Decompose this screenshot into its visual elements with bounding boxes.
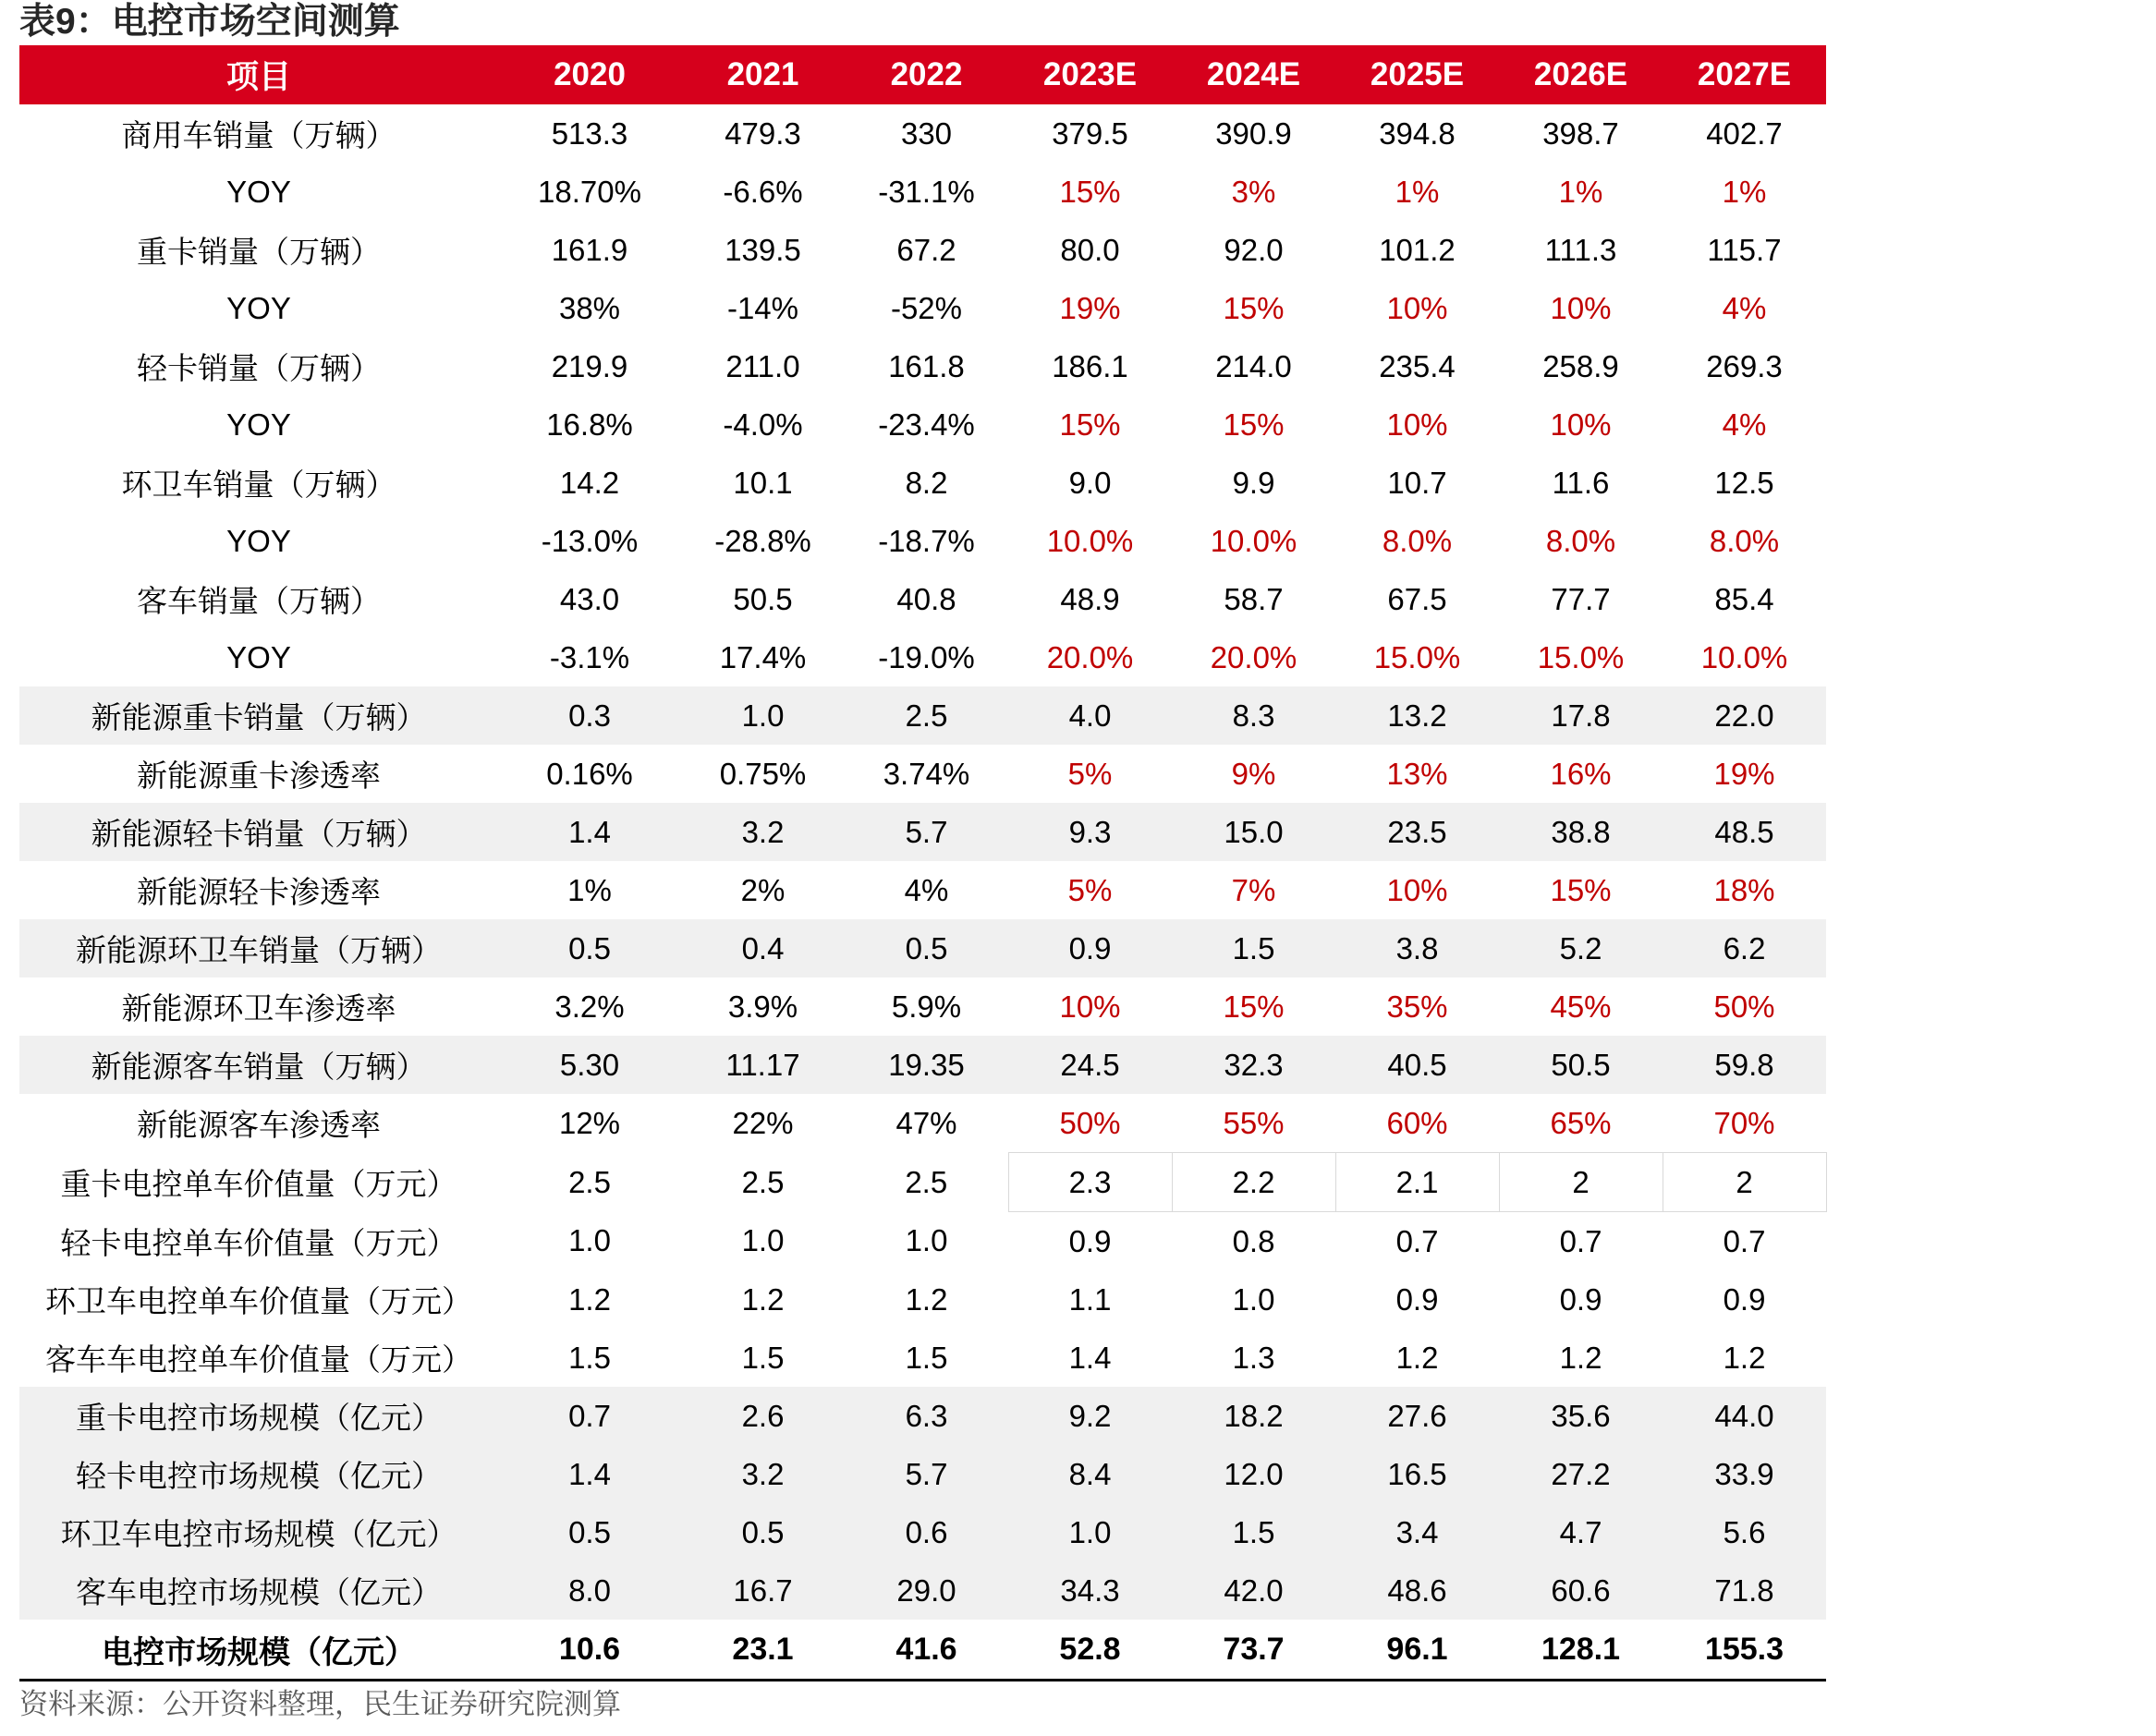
table-cell: 47% [895, 1105, 957, 1140]
table-cell: 48.6 [1335, 1561, 1499, 1620]
table-row [19, 1503, 1826, 1561]
table-row [19, 919, 1826, 977]
table-cell: 24.5 [1008, 1036, 1172, 1094]
table-cell: 330 [900, 115, 953, 151]
table-cell: 3.4 [1335, 1503, 1499, 1561]
table-cell: 15% [1223, 290, 1285, 325]
table-cell: -19.0% [878, 639, 975, 674]
table-cell: 10% [1386, 407, 1448, 442]
table-cell: 38.8 [1499, 803, 1663, 861]
row-label: 轻卡电控市场规模（亿元） [19, 1445, 498, 1503]
table-cell: 115.7 [1707, 232, 1782, 267]
table-cell: 50% [1713, 989, 1775, 1024]
table-cell: 0.9 [1559, 1281, 1602, 1317]
table-cell: 1.2 [1559, 1340, 1602, 1375]
table-cell: 1.4 [498, 1445, 681, 1503]
table-cell: 13.2 [1335, 686, 1499, 745]
table-cell: 2% [740, 872, 786, 907]
table-cell: 32.3 [1172, 1036, 1335, 1094]
column-header-2023e: 2023E [1008, 45, 1172, 104]
table-cell: 0.8 [1232, 1223, 1275, 1258]
table-cell: 22% [732, 1105, 794, 1140]
table-cell: 19% [1713, 756, 1775, 791]
table-cell: 1.5 [741, 1340, 785, 1375]
market-size-table [19, 45, 1827, 1681]
table-cell: 80.0 [1060, 232, 1120, 267]
table-cell: 0.9 [1068, 1223, 1112, 1258]
table-cell: 4.0 [1008, 686, 1172, 745]
row-label: 商用车销量（万辆） [121, 118, 396, 152]
row-label: 重卡电控市场规模（亿元） [19, 1387, 498, 1445]
row-label: 新能源重卡销量（万辆） [19, 686, 498, 745]
table-cell: 9.2 [1008, 1387, 1172, 1445]
row-label: YOY [226, 639, 291, 674]
table-cell: 2.1 [1335, 1153, 1499, 1212]
row-label: YOY [226, 523, 291, 558]
table-cell: 7% [1231, 872, 1276, 907]
row-label: 新能源环卫车渗透率 [121, 991, 396, 1026]
table-cell: 269.3 [1706, 348, 1783, 383]
table-cell: 58.7 [1224, 581, 1284, 616]
table-cell: 1.5 [905, 1340, 948, 1375]
table-cell: 15% [1059, 174, 1121, 209]
table-cell: 12.0 [1172, 1445, 1335, 1503]
table-cell: 11.6 [1552, 465, 1610, 500]
table-cell: 15.0% [1537, 639, 1625, 674]
table-cell: 0.4 [681, 919, 845, 977]
table-cell: 65% [1550, 1105, 1612, 1140]
total-label: 电控市场规模（亿元） [19, 1620, 498, 1681]
table-cell: 394.8 [1379, 115, 1456, 151]
table-cell: 0.5 [498, 919, 681, 977]
table-cell: 5.7 [845, 1445, 1008, 1503]
table-cell: 3.2% [554, 989, 625, 1024]
table-cell: 211.0 [725, 348, 800, 383]
table-cell: 0.9 [1723, 1281, 1766, 1317]
table-cell: 1% [1395, 174, 1440, 209]
table-cell: 1.3 [1232, 1340, 1275, 1375]
column-header-2027e: 2027E [1663, 45, 1826, 104]
table-cell: 0.16% [546, 756, 633, 791]
table-row [19, 337, 1826, 395]
table-cell: 60% [1386, 1105, 1448, 1140]
table-cell: 1.5 [568, 1340, 611, 1375]
table-cell: 85.4 [1714, 581, 1774, 616]
table-cell: 4% [1722, 407, 1767, 442]
table-cell: 3.2 [681, 1445, 845, 1503]
row-label: 重卡销量（万辆） [137, 235, 381, 269]
table-cell: 55% [1223, 1105, 1285, 1140]
table-cell: 0.7 [1559, 1223, 1602, 1258]
column-header-2025e: 2025E [1335, 45, 1499, 104]
table-cell: -23.4% [878, 407, 975, 442]
table-cell: 1% [1558, 174, 1603, 209]
table-cell: 9% [1231, 756, 1276, 791]
table-cell: 10% [1059, 989, 1121, 1024]
table-row [19, 1270, 1826, 1329]
table-cell: 12% [558, 1105, 621, 1140]
table-cell: 8.0 [498, 1561, 681, 1620]
table-cell: 45% [1550, 989, 1612, 1024]
table-cell: 16.8% [546, 407, 633, 442]
table-row [19, 1387, 1826, 1445]
table-cell: 10.0% [1700, 639, 1788, 674]
table-cell: 186.1 [1052, 348, 1128, 383]
table-cell: 15.0% [1373, 639, 1461, 674]
table-cell: 1.4 [1068, 1340, 1112, 1375]
row-label: 新能源客车销量（万辆） [19, 1036, 498, 1094]
row-label: 重卡电控单车价值量（万元） [60, 1167, 457, 1201]
table-cell: 70% [1713, 1105, 1775, 1140]
table-cell: 5.7 [845, 803, 1008, 861]
column-header-2022: 2022 [845, 45, 1008, 104]
row-label: 轻卡销量（万辆） [137, 351, 381, 385]
table-cell: 1% [1722, 174, 1767, 209]
table-cell: -14% [726, 290, 799, 325]
table-cell: 1.0 [1008, 1503, 1172, 1561]
table-cell: 40.5 [1335, 1036, 1499, 1094]
table-cell: 10.1 [733, 465, 793, 500]
table-cell: -31.1% [878, 174, 975, 209]
table-cell: 50% [1059, 1105, 1121, 1140]
table-cell: -13.0% [541, 523, 639, 558]
row-label: 新能源轻卡销量（万辆） [19, 803, 498, 861]
table-cell: -6.6% [723, 174, 803, 209]
table-row [19, 570, 1826, 628]
table-cell: 67.2 [896, 232, 956, 267]
table-cell: 0.7 [1395, 1223, 1439, 1258]
table-cell: -18.7% [878, 523, 975, 558]
table-cell: 1.2 [1395, 1340, 1439, 1375]
table-cell: 1.2 [1723, 1340, 1766, 1375]
table-cell: 10% [1386, 290, 1448, 325]
table-cell: 513.3 [551, 115, 628, 151]
table-cell: 23.5 [1335, 803, 1499, 861]
row-label: 新能源重卡渗透率 [137, 759, 381, 793]
table-cell: 10.7 [1387, 465, 1447, 500]
table-cell: 2.2 [1172, 1153, 1335, 1212]
source-note: 资料来源：公开资料整理，民生证券研究院测算 [19, 1688, 621, 1720]
table-row [19, 1153, 1826, 1212]
row-label: 环卫车电控单车价值量（万元） [45, 1284, 472, 1318]
table-row [19, 1329, 1826, 1387]
table-cell: 34.3 [1008, 1561, 1172, 1620]
table-cell: 8.0% [1545, 523, 1616, 558]
table-cell: 19.35 [845, 1036, 1008, 1094]
table-cell: 6.2 [1663, 919, 1826, 977]
table-cell: 10% [1550, 290, 1612, 325]
table-cell: 15.0 [1172, 803, 1335, 861]
table-cell: 16.5 [1335, 1445, 1499, 1503]
table-cell: 101.2 [1379, 232, 1456, 267]
table-cell: 9.3 [1008, 803, 1172, 861]
row-label: 客车销量（万辆） [137, 584, 381, 618]
table-cell: 11.17 [681, 1036, 845, 1094]
table-row [19, 395, 1826, 454]
table-cell: 10% [1550, 407, 1612, 442]
table-cell: 1% [567, 872, 612, 907]
row-label: YOY [226, 407, 291, 442]
table-row [19, 279, 1826, 337]
table-cell: 4.7 [1499, 1503, 1663, 1561]
table-cell: 5.6 [1663, 1503, 1826, 1561]
total-cell: 73.7 [1172, 1620, 1335, 1681]
table-cell: 111.3 [1544, 232, 1617, 267]
table-cell: 3.9% [727, 989, 798, 1024]
table-cell: 1.2 [905, 1281, 948, 1317]
table-body [19, 104, 1826, 1681]
table-cell: 18.70% [538, 174, 641, 209]
table-cell: 8.2 [905, 465, 948, 500]
table-header-row [19, 45, 1826, 104]
table-cell: 0.6 [845, 1503, 1008, 1561]
table-cell: 139.5 [725, 232, 801, 267]
table-cell: 59.8 [1663, 1036, 1826, 1094]
table-cell: -4.0% [723, 407, 803, 442]
table-cell: 9.0 [1068, 465, 1112, 500]
table-row [19, 977, 1826, 1036]
table-cell: 1.0 [905, 1223, 948, 1258]
table-cell: 479.3 [725, 115, 801, 151]
table-cell: 35.6 [1499, 1387, 1663, 1445]
table-cell: 67.5 [1387, 581, 1447, 616]
table-cell: 13% [1386, 756, 1448, 791]
table-cell: 44.0 [1663, 1387, 1826, 1445]
row-label: 新能源客车渗透率 [137, 1108, 381, 1143]
table-cell: 1.0 [741, 1223, 785, 1258]
table-cell: 0.7 [498, 1387, 681, 1445]
table-cell: 3.2 [681, 803, 845, 861]
table-cell: 0.5 [845, 919, 1008, 977]
table-cell: 5.2 [1499, 919, 1663, 977]
table-cell: 18.2 [1172, 1387, 1335, 1445]
table-row [19, 1094, 1826, 1153]
table-header [19, 45, 1826, 104]
table-cell: 5% [1067, 872, 1113, 907]
table-cell: 398.7 [1542, 115, 1619, 151]
table-cell: 17.8 [1499, 686, 1663, 745]
column-header-2020: 2020 [498, 45, 681, 104]
table-cell: 1.5 [1172, 1503, 1335, 1561]
table-cell: 16% [1550, 756, 1612, 791]
column-header-2024e: 2024E [1172, 45, 1335, 104]
table-row [19, 104, 1826, 163]
table-cell: 50.5 [733, 581, 793, 616]
table-cell: 2 [1499, 1153, 1663, 1212]
table-cell: 15% [1059, 407, 1121, 442]
table-cell: 35% [1386, 989, 1448, 1024]
table-cell: 2.5 [905, 1164, 948, 1199]
table-cell: 38% [558, 290, 621, 325]
table-cell: 12.5 [1714, 465, 1774, 500]
table-cell: 8.4 [1008, 1445, 1172, 1503]
table-cell: 9.9 [1232, 465, 1275, 500]
row-label: YOY [226, 174, 291, 209]
table-cell: 0.9 [1008, 919, 1172, 977]
table-cell: 5% [1067, 756, 1113, 791]
table-cell: 10.0% [1046, 523, 1134, 558]
table-cell: 2.6 [681, 1387, 845, 1445]
table-cell: 1.2 [568, 1281, 611, 1317]
table-cell: 18% [1713, 872, 1775, 907]
table-row [19, 1212, 1826, 1271]
table-cell: 20.0% [1210, 639, 1297, 674]
table-cell: 0.5 [498, 1503, 681, 1561]
table-cell: 16.7 [681, 1561, 845, 1620]
table-cell: 3.8 [1335, 919, 1499, 977]
table-cell: 1.4 [498, 803, 681, 861]
table-cell: 20.0% [1046, 639, 1134, 674]
row-label: 环卫车电控市场规模（亿元） [19, 1503, 498, 1561]
table-cell: 402.7 [1706, 115, 1783, 151]
table-cell: -3.1% [549, 639, 630, 674]
table-row [19, 861, 1826, 919]
total-cell: 10.6 [498, 1620, 681, 1681]
table-cell: 379.5 [1052, 115, 1128, 151]
table-cell: 2 [1663, 1153, 1826, 1212]
table-cell: 1.0 [681, 686, 845, 745]
row-label: 环卫车销量（万辆） [121, 467, 396, 502]
table-cell: 8.0% [1382, 523, 1453, 558]
table-cell: -52% [890, 290, 963, 325]
table-cell: 0.9 [1395, 1281, 1439, 1317]
table-cell: 33.9 [1663, 1445, 1826, 1503]
table-cell: 27.2 [1499, 1445, 1663, 1503]
table-cell: 10% [1386, 872, 1448, 907]
table-cell: 71.8 [1663, 1561, 1826, 1620]
total-cell: 41.6 [845, 1620, 1008, 1681]
total-cell: 96.1 [1335, 1620, 1499, 1681]
total-cell: 23.1 [681, 1620, 845, 1681]
table-cell: 19% [1059, 290, 1121, 325]
table-row [19, 1036, 1826, 1094]
column-header-item: 项目 [19, 45, 498, 104]
table-cell: 6.3 [845, 1387, 1008, 1445]
table-cell: 77.7 [1551, 581, 1611, 616]
table-cell: 43.0 [559, 581, 620, 616]
table-cell: 161.8 [888, 348, 965, 383]
table-cell: 17.4% [719, 639, 807, 674]
table-cell: 390.9 [1215, 115, 1292, 151]
table-cell: 48.5 [1663, 803, 1826, 861]
table-cell: 50.5 [1499, 1036, 1663, 1094]
table-cell: 5.30 [498, 1036, 681, 1094]
table-row [19, 686, 1826, 745]
table-cell: 2.3 [1008, 1153, 1172, 1212]
table-cell: 48.9 [1060, 581, 1120, 616]
table-row [19, 512, 1826, 570]
table-cell: 0.5 [681, 1503, 845, 1561]
table-cell: 3% [1231, 174, 1276, 209]
table-cell: 14.2 [559, 465, 620, 500]
column-header-2026e: 2026E [1499, 45, 1663, 104]
table-cell: 4% [904, 872, 949, 907]
table-cell: 0.3 [498, 686, 681, 745]
total-cell: 128.1 [1499, 1620, 1663, 1681]
table-cell: 0.7 [1723, 1223, 1766, 1258]
row-label: 客车电控市场规模（亿元） [19, 1561, 498, 1620]
table-cell: 1.0 [568, 1223, 611, 1258]
table-cell: 22.0 [1663, 686, 1826, 745]
row-label: 新能源环卫车销量（万辆） [19, 919, 498, 977]
table-row [19, 1445, 1826, 1503]
table-cell: 27.6 [1335, 1387, 1499, 1445]
table-cell: 3.74% [883, 756, 970, 791]
table-cell: 8.3 [1172, 686, 1335, 745]
row-label: 客车车电控单车价值量（万元） [45, 1342, 472, 1377]
table-cell: 235.4 [1379, 348, 1456, 383]
table-cell: -28.8% [714, 523, 811, 558]
table-cell: 29.0 [845, 1561, 1008, 1620]
total-cell: 52.8 [1008, 1620, 1172, 1681]
table-cell: 42.0 [1172, 1561, 1335, 1620]
table-cell: 5.9% [891, 989, 962, 1024]
table-cell: 1.2 [741, 1281, 785, 1317]
row-label: 轻卡电控单车价值量（万元） [60, 1225, 457, 1260]
table-row [19, 221, 1826, 279]
table-cell: 92.0 [1224, 232, 1284, 267]
table-row [19, 163, 1826, 221]
table-cell: 0.75% [719, 756, 807, 791]
table-row [19, 454, 1826, 512]
table-cell: 1.1 [1068, 1281, 1112, 1317]
table-cell: 60.6 [1499, 1561, 1663, 1620]
table-cell: 258.9 [1542, 348, 1619, 383]
table-cell: 40.8 [896, 581, 956, 616]
table-row [19, 803, 1826, 861]
table-row [19, 628, 1826, 686]
row-label: YOY [226, 290, 291, 325]
table-title: 表9：电控市场空间测算 [19, 2, 400, 42]
table-cell: 15% [1223, 989, 1285, 1024]
table-cell: 15% [1550, 872, 1612, 907]
table-row [19, 1561, 1826, 1620]
table-cell: 8.0% [1709, 523, 1780, 558]
table-cell: 1.0 [1232, 1281, 1275, 1317]
table-cell: 4% [1722, 290, 1767, 325]
row-label: 新能源轻卡渗透率 [137, 875, 381, 909]
table-cell: 2.5 [741, 1164, 785, 1199]
table-cell: 214.0 [1215, 348, 1292, 383]
table-cell: 2.5 [568, 1164, 611, 1199]
table-cell: 15% [1223, 407, 1285, 442]
table-cell: 2.5 [845, 686, 1008, 745]
table-row [19, 745, 1826, 803]
total-row [19, 1620, 1826, 1681]
table-cell: 219.9 [551, 348, 628, 383]
table-cell: 1.5 [1172, 919, 1335, 977]
total-cell: 155.3 [1663, 1620, 1826, 1681]
table-cell: 10.0% [1210, 523, 1297, 558]
column-header-2021: 2021 [681, 45, 845, 104]
table-cell: 161.9 [551, 232, 628, 267]
